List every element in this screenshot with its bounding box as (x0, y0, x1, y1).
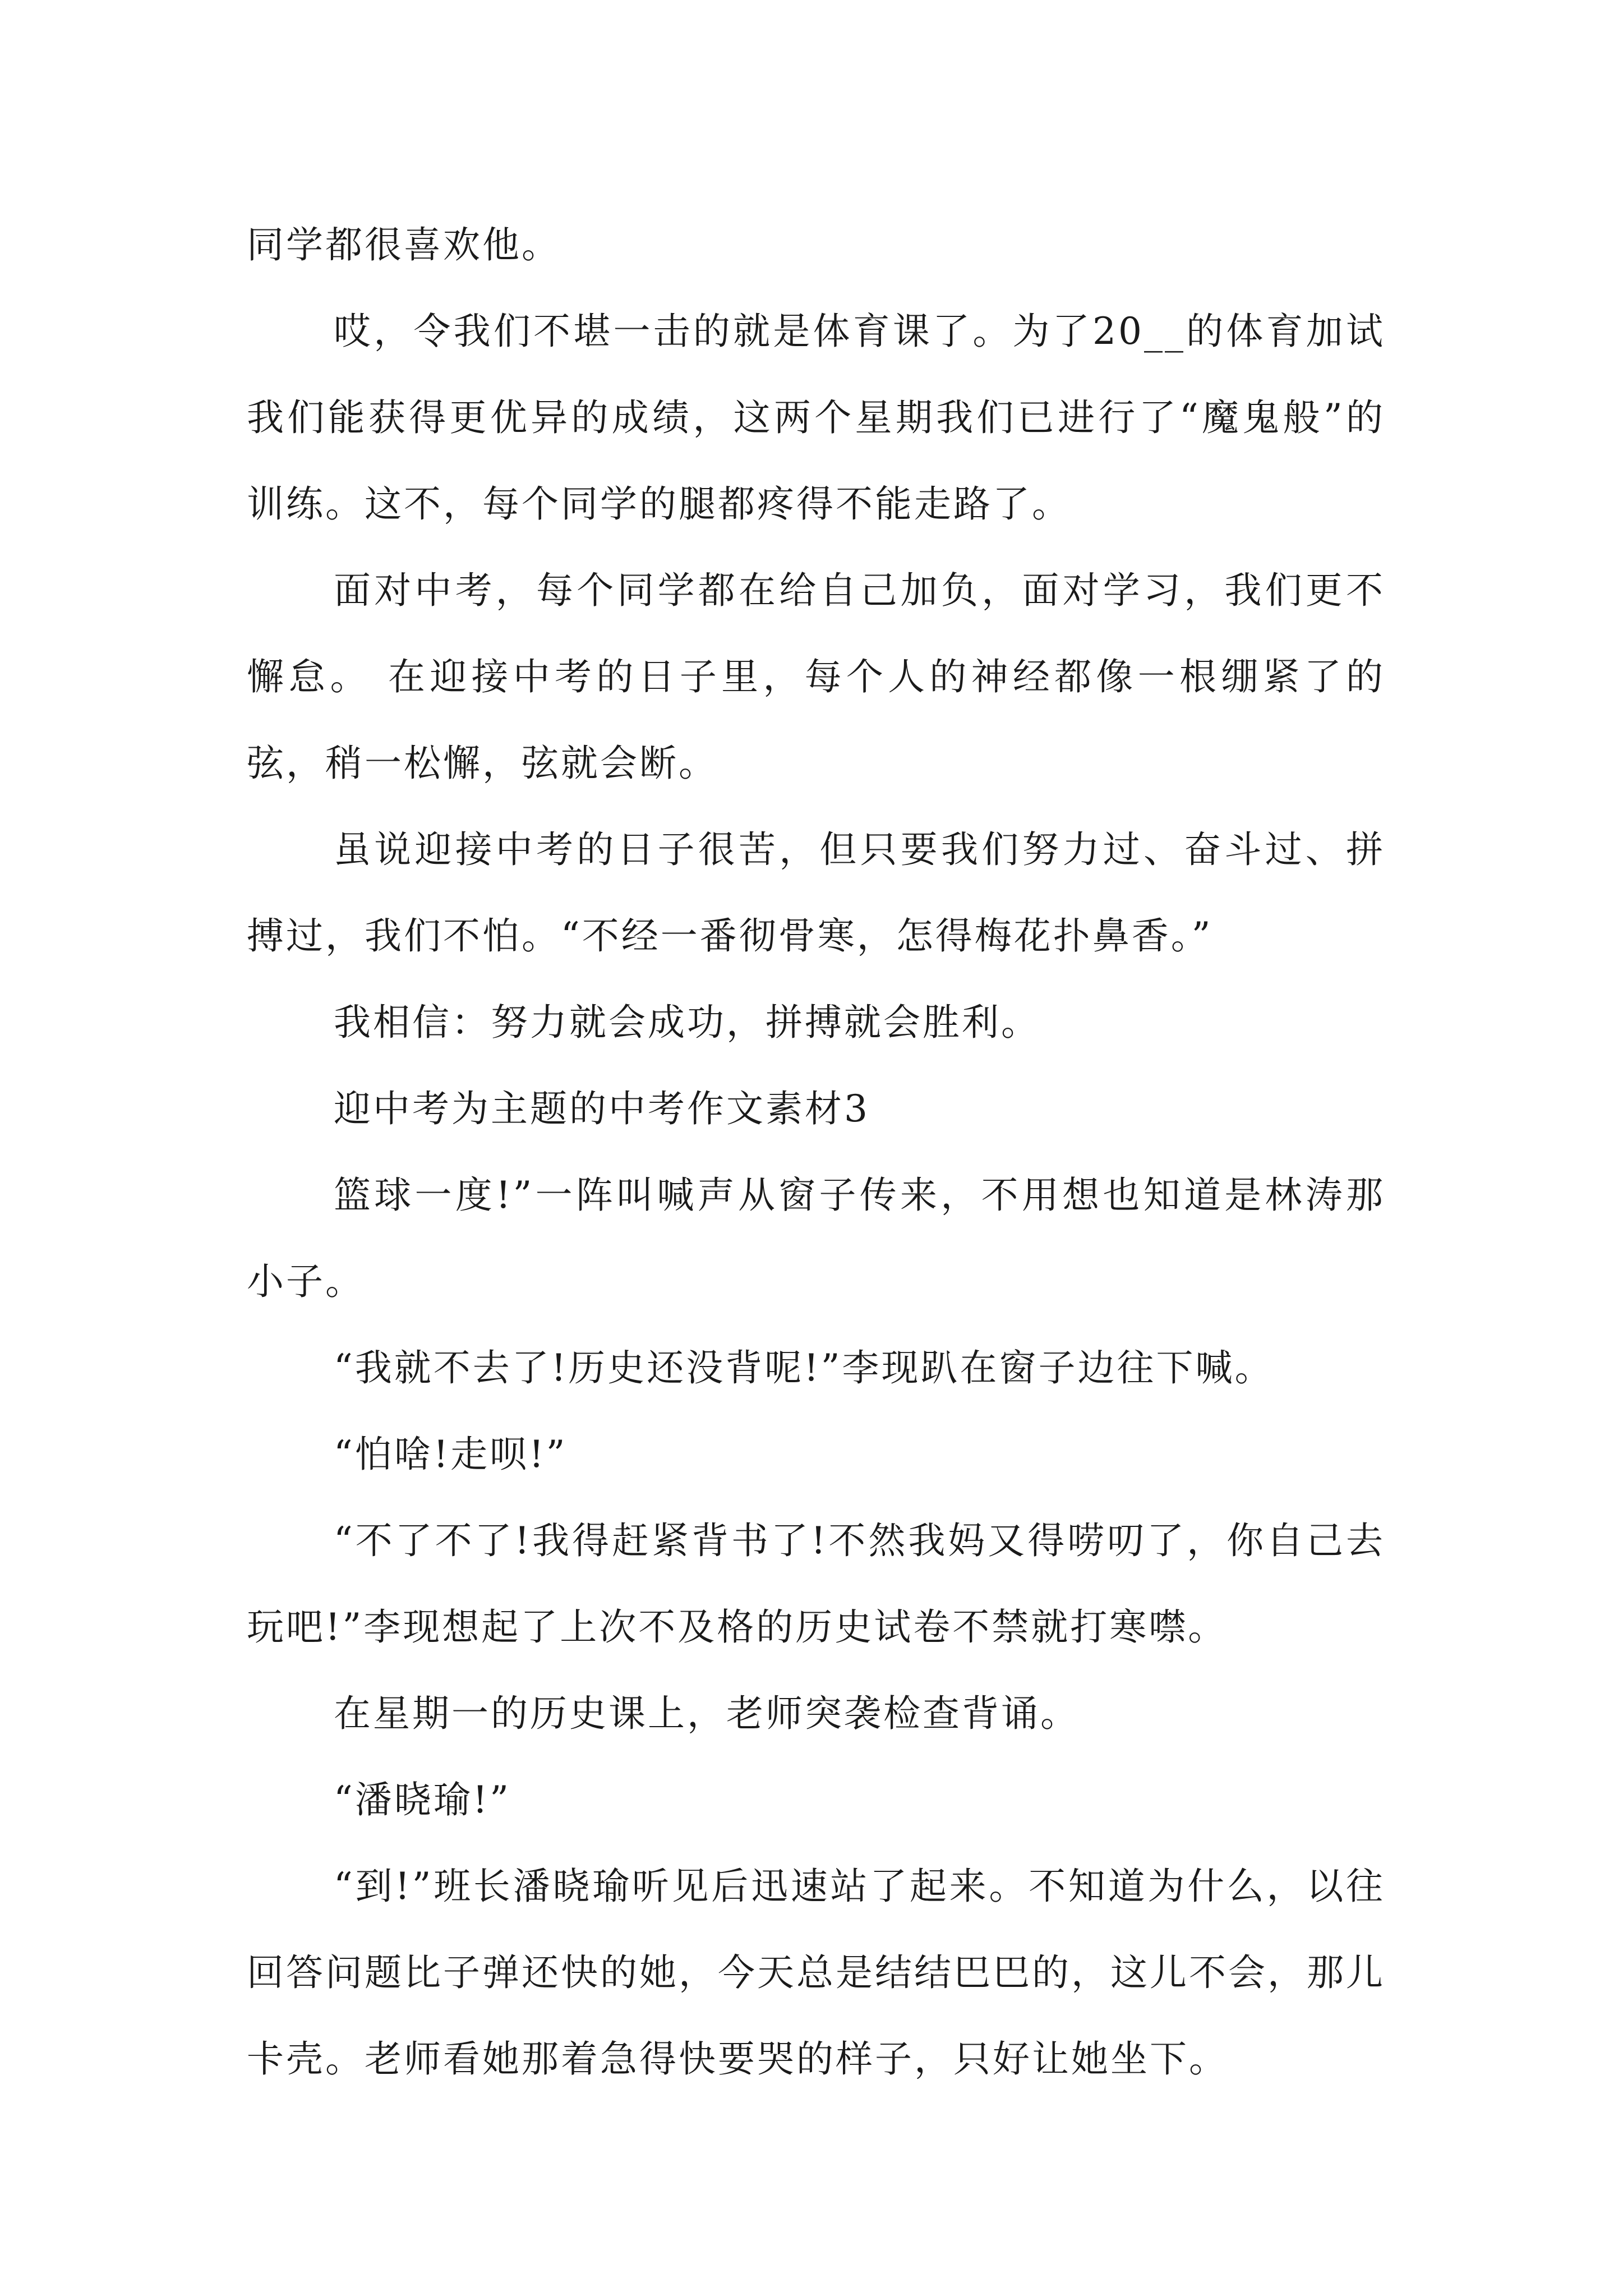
paragraph: 虽说迎接中考的日子很苦，但只要我们努力过、奋斗过、拼搏过，我们不怕。“不经一番彻骨寒，怎得梅花扑鼻香。” (247, 828, 1385, 958)
paragraph: 篮球一度!”一阵叫喊声从窗子传来，不用想也知道是林涛那小子。 (247, 1174, 1385, 1303)
paragraph: “到!”班长潘晓瑜听见后迅速站了起来。不知道为什么，以往回答问题比子弹还快的她，今天总是结结巴巴的，这儿不会，那儿卡壳。老师看她那着急得快要哭的样子，只好让她坐下。 (247, 1865, 1385, 2081)
paragraph: 同学都很喜欢他。 (247, 223, 561, 266)
paragraph: 面对中考，每个同学都在给自己加负，面对学习，我们更不懈怠。 在迎接中考的日子里，每个人的神经都像一根绷紧了的弦，稍一松懈，弦就会断。 (247, 569, 1385, 785)
dialogue-line: “潘晓瑜!” (334, 1778, 511, 1821)
paragraph: 在星期一的历史课上，老师突袭检查背诵。 (334, 1692, 1080, 1735)
paragraph: 哎，令我们不堪一击的就是体育课了。为了20__的体育加试我们能获得更优异的成绩，这两个星期我们已进行了“魔鬼般”的训练。这不，每个同学的腿都疼得不能走路了。 (247, 310, 1385, 526)
dialogue-line: “怕啥!走呗!” (334, 1433, 568, 1476)
paragraph: 我相信：努力就会成功，拼搏就会胜利。 (334, 1001, 1040, 1044)
document-page (247, 202, 1385, 2102)
dialogue-line: “不了不了!我得赶紧背书了!不然我妈又得唠叨了，你自己去玩吧!”李现想起了上次不及格的历史试卷不禁就打寒噤。 (247, 1519, 1385, 1649)
dialogue-line: “我就不去了!历史还没背呢!”李现趴在窗子边往下喊。 (334, 1346, 1274, 1389)
section-heading: 迎中考为主题的中考作文素材3 (334, 1087, 870, 1130)
